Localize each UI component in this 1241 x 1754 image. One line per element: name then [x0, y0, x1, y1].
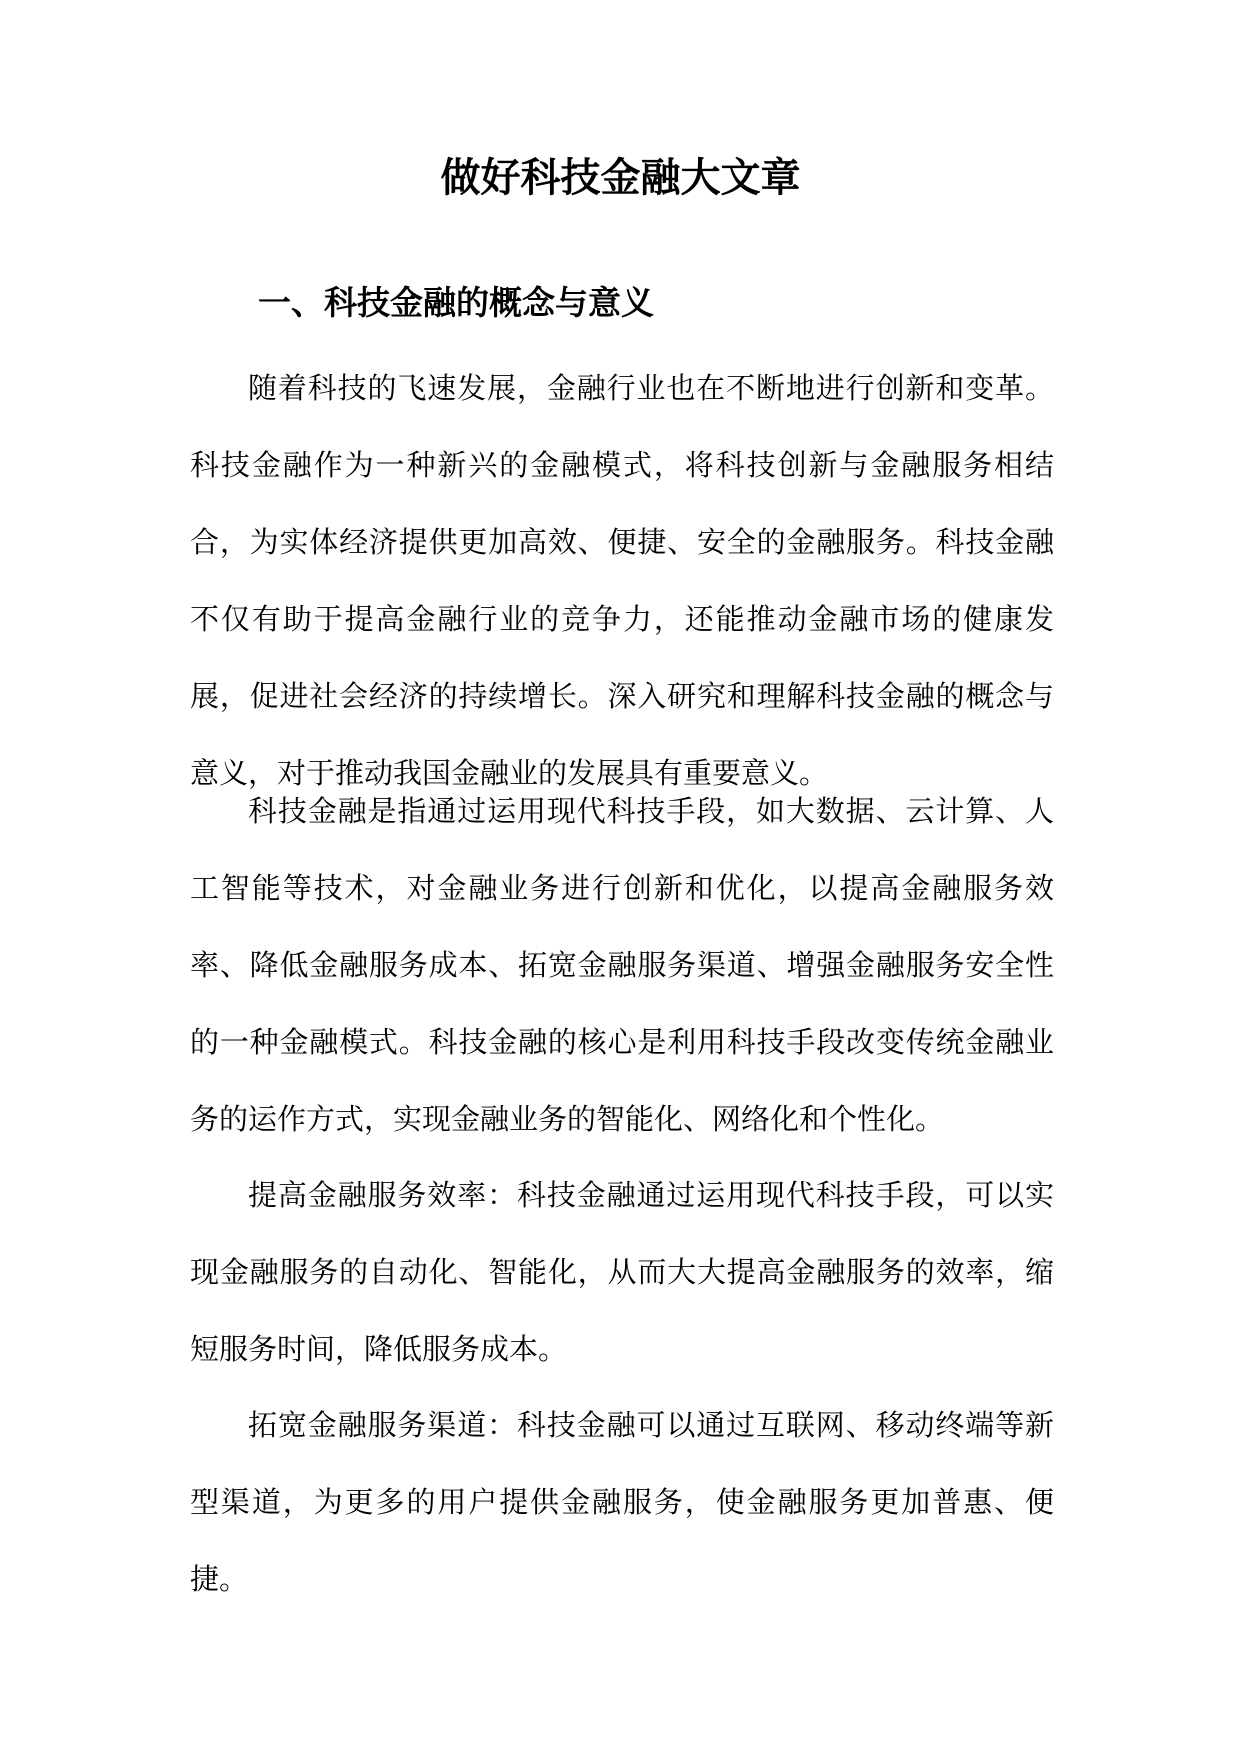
document-title: 做好科技金融大文章 — [440, 154, 801, 201]
paragraph-2: 科技金融是指通过运用现代科技手段，如大数据、云计算、人工智能等技术，对金融业务进行创新和优化，以提高金融服务效率、降低金融服务成本、拓宽金融服务渠道、增强金融服务安全性的一种金融模式。科技金融的核心是利用科技手段改变传统金融业务的运作方式，实现金融业务的智能化、网络化和个性化。 — [190, 794, 1054, 1136]
paragraph-4: 拓宽金融服务渠道：科技金融可以通过互联网、移动终端等新型渠道，为更多的用户提供金融服务，使金融服务更加普惠、便捷。 — [190, 1408, 1054, 1596]
section-heading: 一、科技金融的概念与意义 — [258, 283, 654, 322]
paragraph-3: 提高金融服务效率：科技金融通过运用现代科技手段，可以实现金融服务的自动化、智能化，从而大大提高金融服务的效率，缩短服务时间，降低服务成本。 — [190, 1178, 1054, 1366]
paragraph-1: 随着科技的飞速发展，金融行业也在不断地进行创新和变革。科技金融作为一种新兴的金融模式，将科技创新与金融服务相结合，为实体经济提供更加高效、便捷、安全的金融服务。科技金融不仅有助于提高金融行业的竞争力，还能推动金融市场的健康发展，促进社会经济的持续增长。深入研究和理解科技金融的概念与意义，对于推动我国金融业的发展具有重要意义。 — [190, 371, 1054, 790]
